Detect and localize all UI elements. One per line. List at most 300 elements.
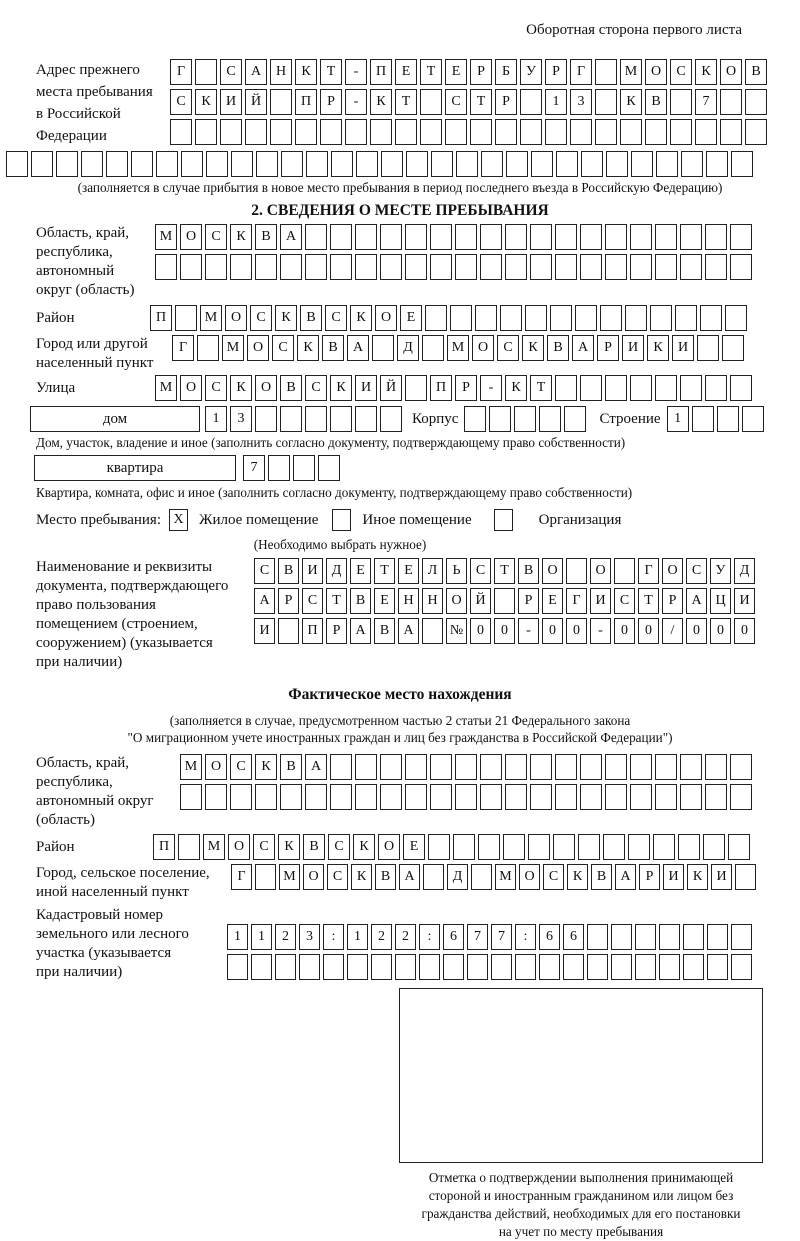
form-cell[interactable] bbox=[505, 224, 527, 250]
form-cell[interactable] bbox=[355, 224, 377, 250]
form-cell[interactable] bbox=[605, 254, 627, 280]
form-cell[interactable] bbox=[156, 151, 178, 177]
form-cell[interactable]: С bbox=[220, 59, 242, 85]
form-cell[interactable] bbox=[703, 834, 725, 860]
form-cell[interactable] bbox=[175, 305, 197, 331]
form-cell[interactable]: У bbox=[520, 59, 542, 85]
form-cell[interactable]: М bbox=[279, 864, 300, 890]
form-cell[interactable] bbox=[330, 254, 352, 280]
form-cell[interactable]: Р bbox=[470, 59, 492, 85]
form-cell[interactable]: К bbox=[195, 89, 217, 115]
form-cell[interactable]: С bbox=[253, 834, 275, 860]
form-cell[interactable]: 7 bbox=[695, 89, 717, 115]
form-cell[interactable] bbox=[320, 119, 342, 145]
form-cell[interactable] bbox=[453, 834, 475, 860]
form-cell[interactable]: О bbox=[446, 588, 467, 614]
form-cell[interactable]: О bbox=[645, 59, 667, 85]
form-cell[interactable]: : bbox=[323, 924, 344, 950]
form-cell[interactable]: О bbox=[472, 335, 494, 361]
form-cell[interactable] bbox=[178, 834, 200, 860]
form-cell[interactable]: Т bbox=[320, 59, 342, 85]
form-cell[interactable] bbox=[600, 305, 622, 331]
form-cell[interactable] bbox=[355, 254, 377, 280]
form-cell[interactable] bbox=[281, 151, 303, 177]
form-cell[interactable]: В bbox=[591, 864, 612, 890]
form-cell[interactable] bbox=[331, 151, 353, 177]
form-cell[interactable]: А bbox=[245, 59, 267, 85]
form-cell[interactable]: К bbox=[295, 59, 317, 85]
form-cell[interactable] bbox=[255, 254, 277, 280]
form-cell[interactable] bbox=[680, 784, 702, 810]
form-cell[interactable]: М bbox=[203, 834, 225, 860]
form-cell[interactable] bbox=[395, 954, 416, 980]
form-cell[interactable] bbox=[356, 151, 378, 177]
form-cell[interactable] bbox=[705, 784, 727, 810]
form-cell[interactable]: Е bbox=[398, 558, 419, 584]
form-cell[interactable] bbox=[745, 119, 767, 145]
form-cell[interactable]: В bbox=[278, 558, 299, 584]
form-cell[interactable] bbox=[553, 834, 575, 860]
form-cell[interactable] bbox=[653, 834, 675, 860]
form-cell[interactable]: К bbox=[230, 375, 252, 401]
form-cell[interactable] bbox=[255, 784, 277, 810]
form-cell[interactable] bbox=[380, 754, 402, 780]
form-cell[interactable] bbox=[430, 784, 452, 810]
form-cell[interactable]: Д bbox=[447, 864, 468, 890]
form-cell[interactable]: 0 bbox=[566, 618, 587, 644]
form-cell[interactable]: О bbox=[180, 224, 202, 250]
form-cell[interactable] bbox=[706, 151, 728, 177]
form-cell[interactable] bbox=[220, 119, 242, 145]
form-cell[interactable] bbox=[735, 864, 756, 890]
form-cell[interactable]: М bbox=[155, 224, 177, 250]
form-cell[interactable] bbox=[655, 254, 677, 280]
form-cell[interactable]: С bbox=[170, 89, 192, 115]
form-cell[interactable] bbox=[380, 254, 402, 280]
form-cell[interactable]: И bbox=[734, 588, 755, 614]
form-cell[interactable]: П bbox=[295, 89, 317, 115]
form-cell[interactable] bbox=[230, 784, 252, 810]
form-cell[interactable] bbox=[659, 924, 680, 950]
form-cell[interactable] bbox=[494, 588, 515, 614]
form-cell[interactable]: П bbox=[430, 375, 452, 401]
form-cell[interactable]: Д bbox=[326, 558, 347, 584]
form-cell[interactable] bbox=[280, 406, 302, 432]
form-cell[interactable]: 0 bbox=[686, 618, 707, 644]
form-cell[interactable] bbox=[720, 89, 742, 115]
form-cell[interactable]: А bbox=[398, 618, 419, 644]
form-cell[interactable] bbox=[730, 375, 752, 401]
form-cell[interactable] bbox=[480, 254, 502, 280]
form-cell[interactable] bbox=[520, 119, 542, 145]
form-cell[interactable] bbox=[575, 305, 597, 331]
form-cell[interactable]: И bbox=[302, 558, 323, 584]
form-cell[interactable] bbox=[539, 954, 560, 980]
form-cell[interactable] bbox=[270, 119, 292, 145]
form-cell[interactable] bbox=[531, 151, 553, 177]
form-cell[interactable]: К bbox=[353, 834, 375, 860]
form-cell[interactable] bbox=[655, 375, 677, 401]
form-cell[interactable] bbox=[330, 784, 352, 810]
form-cell[interactable]: Е bbox=[542, 588, 563, 614]
form-cell[interactable] bbox=[614, 558, 635, 584]
form-cell[interactable] bbox=[491, 954, 512, 980]
form-cell[interactable]: В bbox=[518, 558, 539, 584]
form-cell[interactable] bbox=[431, 151, 453, 177]
form-cell[interactable]: К bbox=[647, 335, 669, 361]
form-cell[interactable]: Г bbox=[638, 558, 659, 584]
form-cell[interactable]: Н bbox=[398, 588, 419, 614]
form-cell[interactable]: О bbox=[255, 375, 277, 401]
form-cell[interactable]: С bbox=[272, 335, 294, 361]
form-cell[interactable] bbox=[422, 618, 443, 644]
form-cell[interactable]: К bbox=[505, 375, 527, 401]
form-cell[interactable] bbox=[730, 254, 752, 280]
form-cell[interactable] bbox=[722, 335, 744, 361]
form-cell[interactable] bbox=[683, 924, 704, 950]
form-cell[interactable] bbox=[270, 89, 292, 115]
form-cell[interactable] bbox=[525, 305, 547, 331]
form-cell[interactable]: : bbox=[515, 924, 536, 950]
form-cell[interactable]: / bbox=[662, 618, 683, 644]
form-cell[interactable]: С bbox=[250, 305, 272, 331]
form-cell[interactable]: К bbox=[278, 834, 300, 860]
form-cell[interactable] bbox=[545, 119, 567, 145]
form-cell[interactable]: А bbox=[350, 618, 371, 644]
form-cell[interactable]: Р bbox=[597, 335, 619, 361]
form-cell[interactable]: 3 bbox=[230, 406, 252, 432]
form-cell[interactable] bbox=[603, 834, 625, 860]
form-cell[interactable] bbox=[422, 335, 444, 361]
form-cell[interactable] bbox=[455, 254, 477, 280]
form-cell[interactable] bbox=[355, 784, 377, 810]
form-cell[interactable] bbox=[295, 119, 317, 145]
form-cell[interactable]: С bbox=[325, 305, 347, 331]
form-cell[interactable] bbox=[556, 151, 578, 177]
form-cell[interactable] bbox=[683, 954, 704, 980]
form-cell[interactable]: Т bbox=[374, 558, 395, 584]
form-cell[interactable]: 1 bbox=[667, 406, 689, 432]
form-cell[interactable] bbox=[550, 305, 572, 331]
form-cell[interactable]: Р bbox=[662, 588, 683, 614]
form-cell[interactable]: И bbox=[711, 864, 732, 890]
form-cell[interactable] bbox=[380, 224, 402, 250]
form-cell[interactable]: 0 bbox=[614, 618, 635, 644]
form-cell[interactable]: О bbox=[303, 864, 324, 890]
form-cell[interactable]: С bbox=[497, 335, 519, 361]
form-cell[interactable] bbox=[670, 89, 692, 115]
form-cell[interactable]: К bbox=[351, 864, 372, 890]
form-cell[interactable] bbox=[570, 119, 592, 145]
form-cell[interactable] bbox=[370, 119, 392, 145]
form-cell[interactable]: К bbox=[687, 864, 708, 890]
form-cell[interactable] bbox=[420, 119, 442, 145]
form-cell[interactable]: К bbox=[275, 305, 297, 331]
form-cell[interactable] bbox=[31, 151, 53, 177]
form-cell[interactable] bbox=[731, 151, 753, 177]
form-cell[interactable]: О bbox=[542, 558, 563, 584]
form-cell[interactable] bbox=[106, 151, 128, 177]
form-cell[interactable] bbox=[405, 254, 427, 280]
form-cell[interactable] bbox=[730, 784, 752, 810]
form-cell[interactable]: О bbox=[180, 375, 202, 401]
form-cell[interactable] bbox=[630, 375, 652, 401]
form-cell[interactable]: 1 bbox=[205, 406, 227, 432]
form-cell[interactable] bbox=[395, 119, 417, 145]
form-cell[interactable] bbox=[181, 151, 203, 177]
form-cell[interactable]: 6 bbox=[443, 924, 464, 950]
form-cell[interactable]: Р bbox=[326, 618, 347, 644]
form-cell[interactable]: О bbox=[720, 59, 742, 85]
form-cell[interactable] bbox=[631, 151, 653, 177]
form-cell[interactable]: Л bbox=[422, 558, 443, 584]
stay-option-organization-checkbox[interactable] bbox=[494, 509, 513, 531]
form-cell[interactable] bbox=[555, 375, 577, 401]
form-cell[interactable] bbox=[742, 406, 764, 432]
form-cell[interactable] bbox=[372, 335, 394, 361]
form-cell[interactable] bbox=[656, 151, 678, 177]
form-cell[interactable] bbox=[480, 784, 502, 810]
form-cell[interactable]: Н bbox=[422, 588, 443, 614]
form-cell[interactable] bbox=[227, 954, 248, 980]
form-cell[interactable]: С bbox=[328, 834, 350, 860]
form-cell[interactable] bbox=[81, 151, 103, 177]
form-cell[interactable] bbox=[305, 784, 327, 810]
form-cell[interactable]: В bbox=[745, 59, 767, 85]
form-cell[interactable]: Р bbox=[455, 375, 477, 401]
form-cell[interactable]: - bbox=[518, 618, 539, 644]
form-cell[interactable] bbox=[180, 784, 202, 810]
form-cell[interactable] bbox=[566, 558, 587, 584]
form-cell[interactable] bbox=[56, 151, 78, 177]
form-cell[interactable] bbox=[480, 754, 502, 780]
form-cell[interactable]: В bbox=[374, 618, 395, 644]
form-cell[interactable]: О bbox=[247, 335, 269, 361]
form-cell[interactable] bbox=[470, 119, 492, 145]
form-cell[interactable] bbox=[675, 305, 697, 331]
form-cell[interactable] bbox=[330, 224, 352, 250]
form-cell[interactable]: 1 bbox=[545, 89, 567, 115]
form-cell[interactable] bbox=[680, 754, 702, 780]
form-cell[interactable]: 2 bbox=[275, 924, 296, 950]
form-cell[interactable] bbox=[505, 784, 527, 810]
form-cell[interactable] bbox=[655, 784, 677, 810]
form-cell[interactable]: 0 bbox=[542, 618, 563, 644]
form-cell[interactable] bbox=[318, 455, 340, 481]
form-cell[interactable] bbox=[514, 406, 536, 432]
form-cell[interactable] bbox=[456, 151, 478, 177]
form-cell[interactable] bbox=[475, 305, 497, 331]
form-cell[interactable] bbox=[731, 924, 752, 950]
form-cell[interactable] bbox=[251, 954, 272, 980]
form-cell[interactable] bbox=[180, 254, 202, 280]
form-cell[interactable] bbox=[205, 254, 227, 280]
form-cell[interactable]: О bbox=[205, 754, 227, 780]
form-cell[interactable] bbox=[605, 754, 627, 780]
form-cell[interactable]: И bbox=[254, 618, 275, 644]
form-cell[interactable]: М bbox=[495, 864, 516, 890]
form-cell[interactable] bbox=[275, 954, 296, 980]
form-cell[interactable] bbox=[6, 151, 28, 177]
form-cell[interactable]: А bbox=[686, 588, 707, 614]
form-cell[interactable] bbox=[730, 754, 752, 780]
form-cell[interactable]: О bbox=[662, 558, 683, 584]
form-cell[interactable]: С bbox=[686, 558, 707, 584]
form-cell[interactable] bbox=[255, 406, 277, 432]
form-cell[interactable] bbox=[500, 305, 522, 331]
form-cell[interactable]: Г bbox=[172, 335, 194, 361]
form-cell[interactable]: Д bbox=[397, 335, 419, 361]
form-cell[interactable] bbox=[481, 151, 503, 177]
form-cell[interactable]: С bbox=[205, 224, 227, 250]
form-cell[interactable] bbox=[195, 59, 217, 85]
form-cell[interactable] bbox=[606, 151, 628, 177]
form-cell[interactable] bbox=[630, 784, 652, 810]
form-cell[interactable]: Н bbox=[270, 59, 292, 85]
form-cell[interactable] bbox=[505, 254, 527, 280]
form-cell[interactable]: К bbox=[297, 335, 319, 361]
form-cell[interactable] bbox=[725, 305, 747, 331]
form-cell[interactable]: № bbox=[446, 618, 467, 644]
form-cell[interactable] bbox=[330, 406, 352, 432]
form-cell[interactable] bbox=[371, 954, 392, 980]
form-cell[interactable]: Ц bbox=[710, 588, 731, 614]
form-cell[interactable]: 0 bbox=[734, 618, 755, 644]
form-cell[interactable] bbox=[305, 224, 327, 250]
form-cell[interactable] bbox=[680, 254, 702, 280]
form-cell[interactable] bbox=[405, 224, 427, 250]
form-cell[interactable]: Р bbox=[639, 864, 660, 890]
form-cell[interactable]: И bbox=[590, 588, 611, 614]
form-cell[interactable] bbox=[299, 954, 320, 980]
form-cell[interactable]: К bbox=[230, 224, 252, 250]
form-cell[interactable]: В bbox=[280, 375, 302, 401]
form-cell[interactable] bbox=[405, 375, 427, 401]
form-cell[interactable]: О bbox=[519, 864, 540, 890]
form-cell[interactable] bbox=[678, 834, 700, 860]
form-cell[interactable] bbox=[620, 119, 642, 145]
form-cell[interactable]: М bbox=[155, 375, 177, 401]
form-cell[interactable]: Е bbox=[350, 558, 371, 584]
form-cell[interactable]: Е bbox=[374, 588, 395, 614]
form-cell[interactable]: - bbox=[590, 618, 611, 644]
form-cell[interactable]: Т bbox=[395, 89, 417, 115]
form-cell[interactable] bbox=[530, 754, 552, 780]
form-cell[interactable] bbox=[655, 224, 677, 250]
form-cell[interactable]: Б bbox=[495, 59, 517, 85]
form-cell[interactable] bbox=[306, 151, 328, 177]
form-cell[interactable]: П bbox=[153, 834, 175, 860]
form-cell[interactable]: О bbox=[225, 305, 247, 331]
form-cell[interactable]: К bbox=[695, 59, 717, 85]
form-cell[interactable] bbox=[464, 406, 486, 432]
form-cell[interactable] bbox=[380, 784, 402, 810]
form-cell[interactable] bbox=[555, 254, 577, 280]
form-cell[interactable]: Д bbox=[734, 558, 755, 584]
form-cell[interactable]: Г bbox=[231, 864, 252, 890]
form-cell[interactable]: В bbox=[350, 588, 371, 614]
form-cell[interactable]: И bbox=[220, 89, 242, 115]
form-cell[interactable] bbox=[347, 954, 368, 980]
form-cell[interactable]: А bbox=[280, 224, 302, 250]
form-cell[interactable]: С bbox=[230, 754, 252, 780]
form-cell[interactable] bbox=[580, 254, 602, 280]
form-cell[interactable]: К bbox=[330, 375, 352, 401]
form-cell[interactable]: О bbox=[375, 305, 397, 331]
form-cell[interactable] bbox=[450, 305, 472, 331]
form-cell[interactable] bbox=[580, 224, 602, 250]
form-cell[interactable]: М bbox=[620, 59, 642, 85]
form-cell[interactable] bbox=[705, 224, 727, 250]
form-cell[interactable] bbox=[680, 224, 702, 250]
form-cell[interactable]: Р bbox=[320, 89, 342, 115]
form-cell[interactable] bbox=[420, 89, 442, 115]
form-cell[interactable] bbox=[705, 254, 727, 280]
form-cell[interactable]: К bbox=[370, 89, 392, 115]
form-cell[interactable] bbox=[471, 864, 492, 890]
form-cell[interactable]: Й bbox=[245, 89, 267, 115]
form-cell[interactable] bbox=[564, 406, 586, 432]
form-cell[interactable] bbox=[430, 254, 452, 280]
form-cell[interactable]: И bbox=[663, 864, 684, 890]
form-cell[interactable] bbox=[423, 864, 444, 890]
form-cell[interactable]: 7 bbox=[467, 924, 488, 950]
form-cell[interactable]: С bbox=[327, 864, 348, 890]
form-cell[interactable] bbox=[630, 254, 652, 280]
form-cell[interactable] bbox=[256, 151, 278, 177]
form-cell[interactable]: С bbox=[614, 588, 635, 614]
form-cell[interactable] bbox=[268, 455, 290, 481]
form-cell[interactable]: 6 bbox=[563, 924, 584, 950]
form-cell[interactable] bbox=[406, 151, 428, 177]
form-cell[interactable] bbox=[293, 455, 315, 481]
form-cell[interactable]: 0 bbox=[470, 618, 491, 644]
form-cell[interactable] bbox=[681, 151, 703, 177]
form-cell[interactable] bbox=[595, 59, 617, 85]
form-cell[interactable]: 1 bbox=[251, 924, 272, 950]
form-cell[interactable] bbox=[405, 754, 427, 780]
form-cell[interactable]: И bbox=[622, 335, 644, 361]
form-cell[interactable]: А bbox=[615, 864, 636, 890]
form-cell[interactable]: А bbox=[572, 335, 594, 361]
form-cell[interactable] bbox=[255, 864, 276, 890]
form-cell[interactable] bbox=[645, 119, 667, 145]
form-cell[interactable] bbox=[425, 305, 447, 331]
form-cell[interactable]: Г bbox=[570, 59, 592, 85]
form-cell[interactable] bbox=[563, 954, 584, 980]
form-cell[interactable] bbox=[580, 375, 602, 401]
form-cell[interactable] bbox=[495, 119, 517, 145]
form-cell[interactable]: К bbox=[620, 89, 642, 115]
form-cell[interactable] bbox=[630, 224, 652, 250]
form-cell[interactable] bbox=[611, 924, 632, 950]
form-cell[interactable] bbox=[530, 224, 552, 250]
form-cell[interactable] bbox=[455, 784, 477, 810]
form-cell[interactable]: М bbox=[447, 335, 469, 361]
form-cell[interactable] bbox=[581, 151, 603, 177]
form-cell[interactable]: В bbox=[375, 864, 396, 890]
form-cell[interactable] bbox=[155, 254, 177, 280]
form-cell[interactable]: С bbox=[254, 558, 275, 584]
form-cell[interactable] bbox=[697, 335, 719, 361]
form-cell[interactable]: Г bbox=[170, 59, 192, 85]
form-cell[interactable] bbox=[655, 754, 677, 780]
form-cell[interactable]: 1 bbox=[227, 924, 248, 950]
form-cell[interactable] bbox=[717, 406, 739, 432]
form-cell[interactable] bbox=[305, 254, 327, 280]
form-cell[interactable]: Т bbox=[638, 588, 659, 614]
form-cell[interactable] bbox=[720, 119, 742, 145]
